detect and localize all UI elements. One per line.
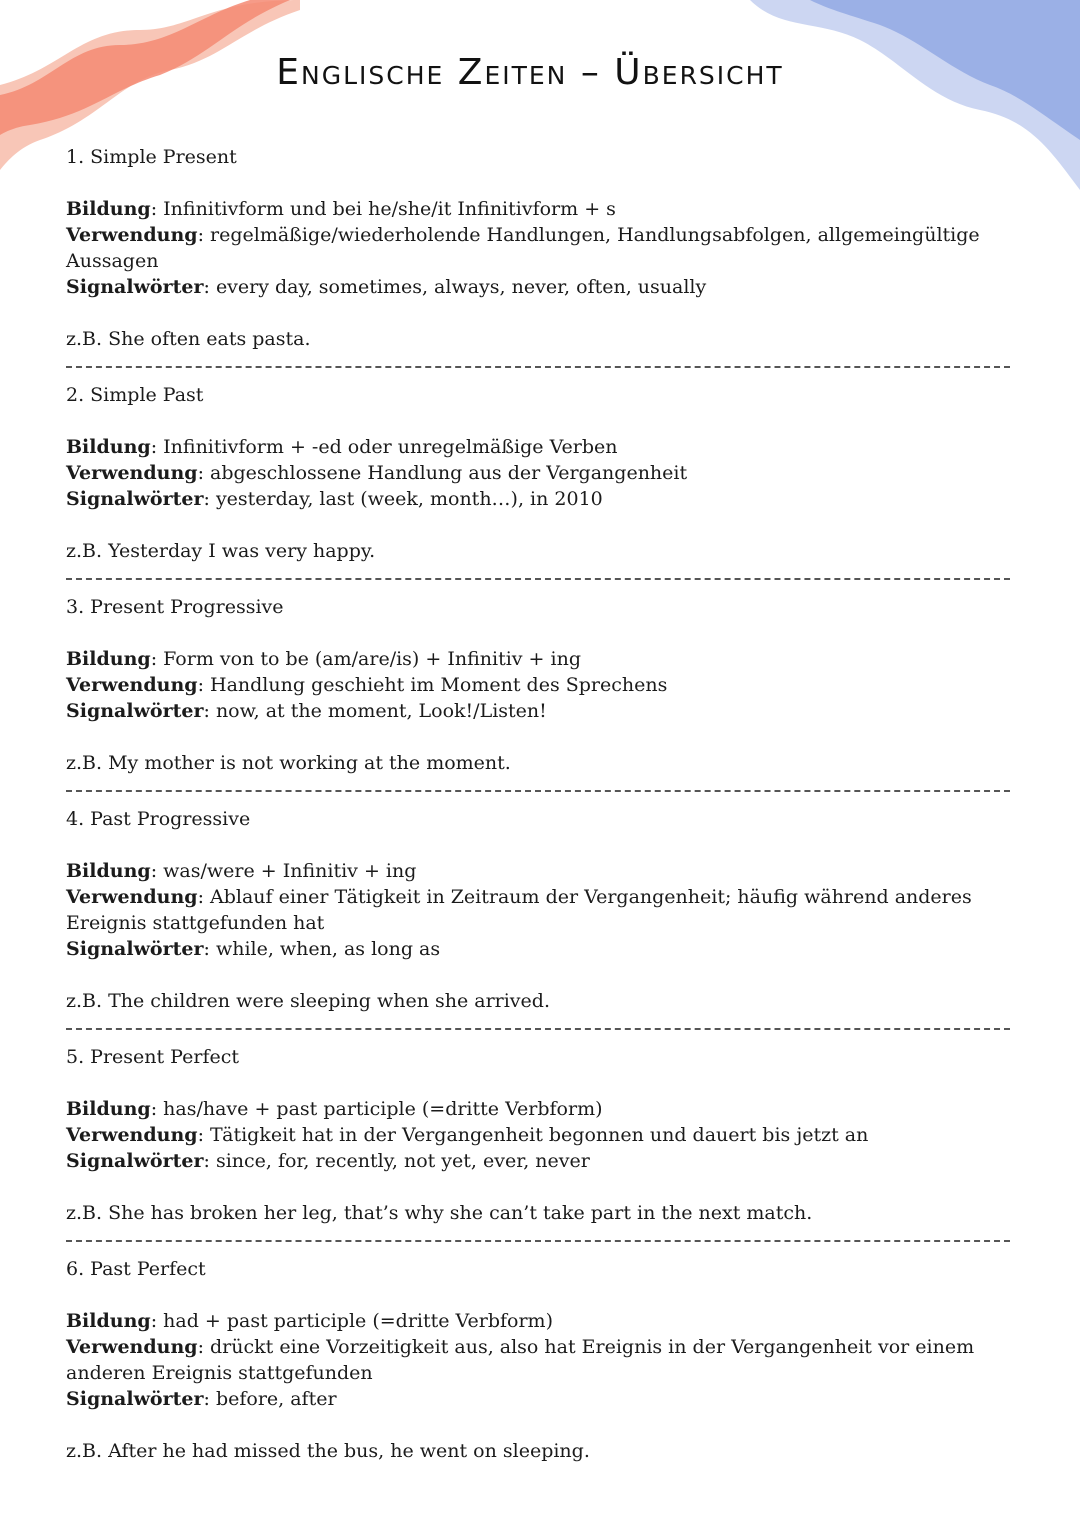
page-title: Englische Zeiten – Übersicht [276, 52, 784, 93]
verwendung-row: Verwendung: Tätigkeit hat in der Vergangenheit begonnen und dauert bis jetzt an [66, 1124, 869, 1146]
signalwoerter-row: Signalwörter: while, when, as long as [66, 938, 441, 960]
section-heading: 6. Past Perfect [66, 1258, 206, 1280]
section-heading: 1. Simple Present [66, 146, 237, 168]
section-present-perfect [66, 1044, 1016, 1226]
verwendung-row: Verwendung: abgeschlossene Handlung aus der Vergangenheit [66, 462, 688, 484]
signalwoerter-row: Signalwörter: now, at the moment, Look!/Listen! [66, 700, 547, 722]
section-past-progressive [66, 806, 1016, 1014]
bildung-row: Bildung: Infinitivform + -ed oder unregelmäßige Verben [66, 436, 618, 458]
section-heading: 5. Present Perfect [66, 1046, 239, 1068]
signalwoerter-row: Signalwörter: yesterday, last (week, month…), in 2010 [66, 488, 603, 510]
verwendung-row: Verwendung: Handlung geschieht im Moment des Sprechens [66, 674, 668, 696]
section-past-perfect [66, 1256, 1016, 1464]
signalwoerter-row: Signalwörter: since, for, recently, not yet, ever, never [66, 1150, 590, 1172]
verwendung-row: Verwendung: Ablauf einer Tätigkeit in Zeitraum der Vergangenheit; häufig während anderes Ereignis stattgefunden hat [66, 886, 972, 934]
example-sentence: z.B. My mother is not working at the moment. [66, 752, 511, 774]
signalwoerter-row: Signalwörter: every day, sometimes, always, never, often, usually [66, 276, 707, 298]
bildung-row: Bildung: Infinitivform und bei he/she/it Infinitivform + s [66, 198, 616, 220]
dashed-divider [66, 366, 1010, 368]
example-sentence: z.B. She often eats pasta. [66, 328, 311, 350]
section-heading: 4. Past Progressive [66, 808, 251, 830]
dashed-divider [66, 790, 1010, 792]
example-sentence: z.B. After he had missed the bus, he went on sleeping. [66, 1440, 590, 1462]
bildung-row: Bildung: has/have + past participle (=dritte Verbform) [66, 1098, 603, 1120]
section-simple-past [66, 382, 1016, 564]
example-sentence: z.B. The children were sleeping when she arrived. [66, 990, 550, 1012]
verwendung-row: Verwendung: drückt eine Vorzeitigkeit aus, also hat Ereignis in der Vergangenheit vor einem anderen Ereignis stattgefunden [66, 1336, 975, 1384]
dashed-divider [66, 1240, 1010, 1242]
example-sentence: z.B. She has broken her leg, that’s why she can’t take part in the next match. [66, 1202, 813, 1224]
bildung-row: Bildung: Form von to be (am/are/is) + Infinitiv + ing [66, 648, 581, 670]
tenses-overview [66, 144, 1016, 1464]
dashed-divider [66, 1028, 1010, 1030]
section-heading: 2. Simple Past [66, 384, 204, 406]
verwendung-row: Verwendung: regelmäßige/wiederholende Handlungen, Handlungsabfolgen, allgemeingültige Aussagen [66, 224, 980, 272]
section-heading: 3. Present Progressive [66, 596, 284, 618]
dashed-divider [66, 578, 1010, 580]
section-present-progressive [66, 594, 1016, 776]
section-simple-present [66, 144, 1016, 352]
bildung-row: Bildung: had + past participle (=dritte Verbform) [66, 1310, 553, 1332]
example-sentence: z.B. Yesterday I was very happy. [66, 540, 376, 562]
bildung-row: Bildung: was/were + Infinitiv + ing [66, 860, 417, 882]
signalwoerter-row: Signalwörter: before, after [66, 1388, 337, 1410]
